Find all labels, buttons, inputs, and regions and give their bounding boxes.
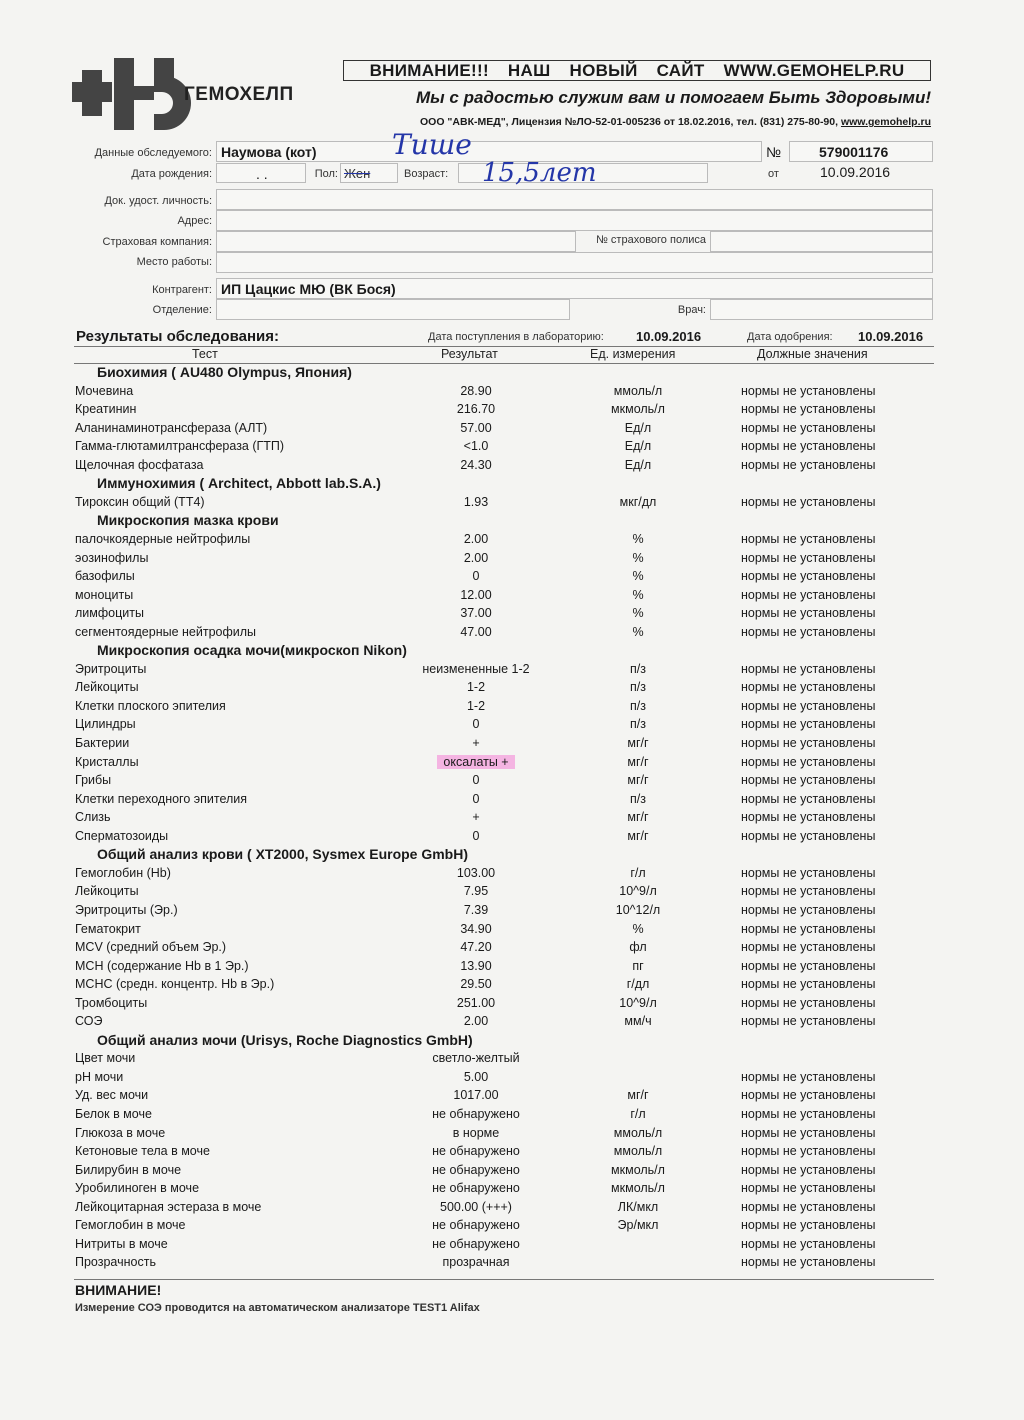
test-name: pH мочи [75, 1069, 124, 1084]
test-norm: нормы не установлены [741, 606, 876, 621]
test-result: 28.90 [460, 383, 492, 398]
test-unit: ммоль/л [613, 383, 663, 398]
policy-label: № страхового полиса [596, 234, 706, 246]
test-result: <1.0 [463, 439, 489, 454]
test-norm: нормы не установлены [741, 958, 876, 973]
test-unit: мкг/дл [619, 494, 657, 509]
test-name: Бактерии [75, 736, 130, 750]
test-norm: нормы не установлены [741, 977, 876, 992]
test-unit: Ед/л [624, 439, 652, 454]
lab-number: 579001176 [819, 144, 889, 160]
test-unit: мг/г [627, 1088, 649, 1103]
table-row [0, 736, 1024, 755]
test-unit: 10^12/л [615, 902, 661, 917]
test-name: Кристаллы [75, 754, 139, 769]
test-result: 500.00 (+++) [440, 1199, 512, 1214]
test-unit: пг [632, 958, 644, 973]
doc-field [216, 189, 933, 210]
test-result: 2.00 [463, 550, 489, 565]
test-name: Клетки плоского эпителия [75, 698, 226, 713]
test-result: не обнаружено [432, 1162, 520, 1177]
test-name: Цвет мочи [75, 1051, 136, 1066]
test-name: Лейкоциты [75, 884, 139, 899]
table-row [0, 829, 1024, 848]
test-name: Гематокрит [75, 921, 141, 936]
test-unit: ммоль/л [613, 1144, 663, 1159]
test-result: 0 [472, 773, 480, 788]
test-unit: г/л [630, 1107, 646, 1121]
table-row [0, 940, 1024, 959]
received-label: Дата поступления в лабораторию: [428, 331, 604, 343]
test-result: 1.93 [463, 494, 489, 509]
section-title: Общий анализ мочи (Urisys, Roche Diagnostics GmbH) [97, 1031, 473, 1048]
approved-label: Дата одобрения: [747, 331, 833, 343]
test-norm: нормы не установлены [741, 1255, 876, 1270]
test-unit: мг/г [627, 736, 649, 750]
test-name: Цилиндры [75, 717, 136, 732]
test-result: не обнаружено [432, 1236, 520, 1251]
test-name: MCHC (средн. концентр. Hb в Эр.) [75, 977, 275, 992]
address-field [216, 210, 933, 231]
contractor-name: ИП Цацкис МЮ (ВК Бося) [221, 281, 396, 297]
from-label: от [768, 168, 779, 180]
test-unit: % [632, 587, 644, 602]
test-norm: нормы не установлены [741, 1162, 876, 1177]
test-name: Гемоглобин (Hb) [75, 865, 171, 880]
test-name: Билирубин в моче [75, 1162, 182, 1177]
test-name: Глюкоза в моче [75, 1125, 166, 1140]
table-row [0, 717, 1024, 736]
test-name: Эритроциты (Эр.) [75, 902, 178, 917]
test-norm: нормы не установлены [741, 865, 876, 880]
birth-date: . . [256, 166, 268, 182]
table-row [0, 866, 1024, 885]
logo-wordmark: ГЕМОХЕЛП [184, 84, 294, 105]
test-name: сегментоядерные нейтрофилы [75, 624, 257, 639]
table-row [0, 1144, 1024, 1163]
table-row [0, 792, 1024, 811]
test-name: Уд. вес мочи [75, 1088, 149, 1103]
table-row [0, 922, 1024, 941]
contractor-label: Контрагент: [152, 284, 212, 296]
test-name: Гемоглобин в моче [75, 1218, 186, 1233]
test-result: 2.00 [463, 1014, 489, 1029]
test-result: 1-2 [466, 698, 486, 713]
table-row [0, 532, 1024, 551]
table-row [0, 1126, 1024, 1145]
table-row [0, 551, 1024, 570]
test-result: 0 [472, 791, 480, 806]
test-norm: нормы не установлены [741, 1069, 876, 1084]
insurer-field [216, 231, 576, 252]
results-title: Результаты обследования: [76, 328, 279, 345]
handwritten-age: 15,5лет [482, 158, 597, 188]
test-norm: нормы не установлены [741, 828, 876, 843]
test-norm: нормы не установлены [741, 717, 876, 732]
table-row [0, 439, 1024, 458]
test-result: 7.39 [463, 902, 489, 917]
test-result: 1017.00 [453, 1088, 499, 1103]
table-row [0, 1200, 1024, 1219]
test-unit: фл [629, 940, 647, 955]
test-norm: нормы не установлены [741, 791, 876, 806]
test-unit: % [632, 531, 644, 546]
table-row [0, 680, 1024, 699]
test-name: лимфоциты [75, 606, 144, 621]
test-name: Мочевина [75, 383, 134, 398]
test-unit: мг/г [627, 810, 649, 825]
table-row [0, 1255, 1024, 1274]
test-unit: мкмоль/л [611, 1162, 665, 1177]
test-norm: нормы не установлены [741, 884, 876, 899]
test-norm: нормы не установлены [741, 921, 876, 936]
table-row [0, 384, 1024, 403]
test-result: 7.95 [463, 884, 489, 899]
number-label: № [766, 144, 782, 160]
test-unit: Эр/мкл [617, 1218, 659, 1233]
doctor-label: Врач: [677, 304, 706, 316]
test-norm: нормы не установлены [741, 995, 876, 1010]
test-norm: нормы не установлены [741, 773, 876, 788]
table-row [0, 773, 1024, 792]
insurer-label: Страховая компания: [102, 236, 212, 248]
table-row [0, 1070, 1024, 1089]
test-unit: мкмоль/л [611, 402, 665, 417]
table-row [0, 810, 1024, 829]
test-unit: 10^9/л [619, 995, 657, 1010]
table-row [0, 1237, 1024, 1256]
test-name: СОЭ [75, 1014, 103, 1029]
test-name: эозинофилы [75, 550, 149, 565]
test-norm: нормы не установлены [741, 1014, 876, 1029]
table-row [0, 606, 1024, 625]
test-result: неизмененные 1-2 [422, 661, 530, 676]
test-result: прозрачная [442, 1255, 510, 1270]
test-unit: г/дл [626, 977, 650, 992]
test-norm: нормы не установлены [741, 754, 876, 769]
test-name: Кетоновые тела в моче [75, 1144, 210, 1159]
test-norm: нормы не установлены [741, 1218, 876, 1233]
test-name: Белок в моче [75, 1107, 152, 1121]
table-row [0, 625, 1024, 644]
test-result: не обнаружено [432, 1144, 520, 1159]
table-row [0, 1088, 1024, 1107]
test-unit: мг/г [627, 828, 649, 843]
test-result: + [472, 736, 480, 750]
department-field [216, 299, 570, 320]
test-unit: % [632, 550, 644, 565]
test-norm: нормы не установлены [741, 736, 876, 750]
test-norm: нормы не установлены [741, 1125, 876, 1140]
license-line [343, 116, 931, 128]
footer-line [74, 1279, 934, 1280]
test-norm: нормы не установлены [741, 1107, 876, 1121]
test-unit: % [632, 921, 644, 936]
test-result: 251.00 [456, 995, 496, 1010]
table-row [0, 662, 1024, 681]
test-unit: п/з [630, 661, 646, 676]
test-name: Слизь [75, 810, 111, 825]
table-row [0, 402, 1024, 421]
test-unit: 10^9/л [619, 884, 657, 899]
doc-label: Док. удост. личность: [104, 195, 212, 207]
from-date: 10.09.2016 [820, 164, 891, 180]
test-result: 2.00 [463, 531, 489, 546]
test-norm: нормы не установлены [741, 661, 876, 676]
test-name: Нитриты в моче [75, 1236, 168, 1251]
test-unit: п/з [630, 680, 646, 695]
test-norm: нормы не установлены [741, 1181, 876, 1196]
test-result: 24.30 [460, 457, 492, 472]
department-label: Отделение: [152, 304, 212, 316]
test-name: Эритроциты [75, 661, 147, 676]
doctor-field [710, 299, 933, 320]
test-name: Лейкоциты [75, 680, 139, 695]
test-norm: нормы не установлены [741, 420, 876, 435]
test-result: 57.00 [460, 420, 492, 435]
test-norm: нормы не установлены [741, 457, 876, 472]
test-norm: нормы не установлены [741, 383, 876, 398]
test-norm: нормы не установлены [741, 1144, 876, 1159]
test-name: Клетки переходного эпителия [75, 791, 248, 806]
test-result: 37.00 [460, 606, 492, 621]
received-date: 10.09.2016 [636, 329, 702, 344]
test-norm: нормы не установлены [741, 810, 876, 825]
test-name: Тромбоциты [75, 995, 148, 1010]
test-result: 34.90 [460, 921, 492, 936]
test-unit: мг/г [627, 754, 649, 769]
test-name: MCV (средний объем Эр.) [75, 940, 227, 955]
site-notice: ВНИМАНИЕ!!! НАШ НОВЫЙ САЙТ WWW.GEMOHELP.RU [369, 61, 905, 80]
test-unit: п/з [630, 698, 646, 713]
table-row [0, 959, 1024, 978]
license-text: ООО "АВК-МЕД", Лицензия №ЛО-52-01-005236 от 18.02.2016, тел. (831) 275-80-90, [420, 116, 839, 128]
table-row [0, 421, 1024, 440]
test-name: Лейкоцитарная эстераза в моче [75, 1199, 262, 1214]
test-result: 47.20 [460, 940, 492, 955]
test-result: + [472, 810, 480, 825]
table-row [0, 1014, 1024, 1033]
section-title: Микроскопия мазка крови [97, 512, 279, 529]
table-row [0, 996, 1024, 1015]
test-unit: п/з [630, 791, 646, 806]
table-row [0, 1181, 1024, 1200]
test-norm: нормы не установлены [741, 1236, 876, 1251]
test-unit: мг/г [627, 773, 649, 788]
license-url[interactable]: www.gemohelp.ru [840, 116, 931, 128]
test-result: в норме [452, 1125, 500, 1140]
test-unit: % [632, 569, 644, 584]
test-unit: % [632, 606, 644, 621]
table-row [0, 1107, 1024, 1126]
col-result: Результат [441, 347, 498, 361]
table-row [0, 903, 1024, 922]
test-name: моноциты [75, 587, 134, 602]
test-result: 47.00 [460, 624, 492, 639]
table-row [0, 1163, 1024, 1182]
attention-heading: ВНИМАНИЕ! [75, 1282, 162, 1298]
test-result: не обнаружено [432, 1218, 520, 1233]
test-unit: ЛК/мкл [617, 1199, 659, 1214]
test-result: 103.00 [456, 865, 496, 880]
table-row [0, 1051, 1024, 1070]
table-row [0, 977, 1024, 996]
approved-date: 10.09.2016 [858, 329, 924, 344]
test-result: 29.50 [460, 977, 492, 992]
table-row [0, 569, 1024, 588]
highlighted-result: оксалаты + [437, 755, 514, 769]
esr-note: Измерение СОЭ проводится на автоматическом анализаторе TEST1 Alifax [75, 1302, 480, 1314]
test-name: Грибы [75, 773, 112, 788]
test-result: 5.00 [463, 1069, 489, 1084]
section-title: Общий анализ крови ( XT2000, Sysmex Europe GmbH) [97, 846, 469, 863]
birth-label: Дата рождения: [131, 168, 212, 180]
test-result: 12.00 [460, 587, 492, 602]
test-norm: нормы не установлены [741, 1088, 876, 1103]
test-name: Уробилиноген в моче [75, 1181, 200, 1196]
test-name: палочкоядерные нейтрофилы [75, 531, 251, 546]
test-norm: нормы не установлены [741, 550, 876, 565]
table-row [0, 699, 1024, 718]
test-norm: нормы не установлены [741, 569, 876, 584]
test-name: Прозрачность [75, 1255, 156, 1270]
test-name: Тироксин общий (ТТ4) [75, 494, 205, 509]
sex-value: Жен [344, 166, 371, 181]
section-title: Биохимия ( AU480 Olympus, Япония) [97, 364, 352, 380]
test-name: Гамма-глютамилтрансфераза (ГТП) [75, 439, 285, 454]
test-unit: % [632, 624, 644, 639]
test-norm: нормы не установлены [741, 624, 876, 639]
table-row [0, 495, 1024, 514]
test-norm: нормы не установлены [741, 402, 876, 417]
test-name: Аланинаминотрансфераза (АЛТ) [75, 420, 268, 435]
test-unit: п/з [630, 717, 646, 732]
test-name: Сперматозоиды [75, 828, 169, 843]
col-test: Тест [192, 347, 218, 361]
test-result: светло-желтый [432, 1051, 520, 1066]
test-norm: нормы не установлены [741, 940, 876, 955]
work-field [216, 252, 933, 273]
table-row [0, 1218, 1024, 1237]
test-norm: нормы не установлены [741, 494, 876, 509]
table-row [0, 458, 1024, 477]
test-result: 0 [472, 717, 480, 732]
test-result: не обнаружено [432, 1181, 520, 1196]
section-title: Иммунохимия ( Architect, Abbott lab.S.A.) [97, 475, 381, 492]
work-label: Место работы: [136, 256, 212, 268]
test-result: не обнаружено [432, 1107, 520, 1121]
test-norm: нормы не установлены [741, 680, 876, 695]
policy-field [710, 231, 933, 252]
test-norm: нормы не установлены [741, 1199, 876, 1214]
test-unit: мкмоль/л [611, 1181, 665, 1196]
test-result: 0 [472, 828, 480, 843]
test-norm: нормы не установлены [741, 439, 876, 454]
test-unit: Ед/л [624, 420, 652, 435]
test-norm: нормы не установлены [741, 902, 876, 917]
test-name: Креатинин [75, 402, 137, 417]
test-unit: г/л [630, 865, 646, 880]
test-name: MCH (содержание Hb в 1 Эр.) [75, 958, 249, 973]
test-unit: ммоль/л [613, 1125, 663, 1140]
col-norm: Должные значения [757, 347, 868, 361]
test-norm: нормы не установлены [741, 587, 876, 602]
test-unit: мм/ч [624, 1014, 652, 1029]
col-unit: Ед. измерения [590, 347, 676, 361]
test-result: 1-2 [466, 680, 486, 695]
sex-label: Пол: [314, 168, 338, 180]
slogan: Мы с радостью служим вам и помогаем Быть Здоровыми! [415, 88, 931, 107]
test-norm: нормы не установлены [741, 531, 876, 546]
test-result: 13.90 [460, 958, 492, 973]
test-name: Щелочная фосфатаза [75, 457, 204, 472]
address-label: Адрес: [177, 215, 212, 227]
test-name: базофилы [75, 569, 135, 584]
patient-name: Наумова (кот) [221, 144, 317, 160]
age-label: Возраст: [404, 168, 449, 180]
table-row [0, 588, 1024, 607]
test-result: 216.70 [456, 402, 496, 417]
handwritten-name: Тише [392, 128, 472, 161]
section-title: Микроскопия осадка мочи(микроскоп Nikon) [97, 642, 407, 659]
test-unit: Ед/л [624, 457, 652, 472]
name-label: Данные обследуемого: [94, 147, 212, 159]
table-row [0, 884, 1024, 903]
test-result: 0 [472, 569, 480, 584]
test-norm: нормы не установлены [741, 698, 876, 713]
table-row [0, 755, 1024, 774]
